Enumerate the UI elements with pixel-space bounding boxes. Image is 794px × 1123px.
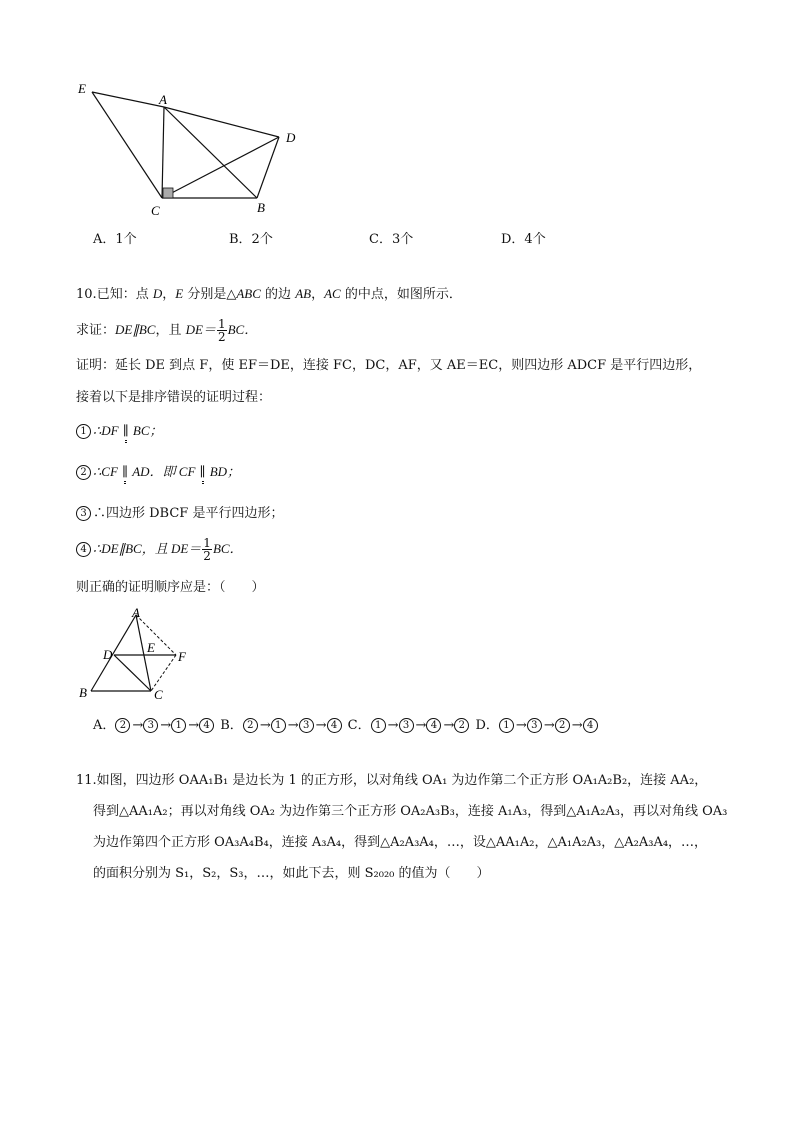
fig2-label-C: C	[154, 687, 163, 702]
q10-intro: 10.已知：点 D，E 分别是△ABC 的边 AB，AC 的中点，如图所示．	[76, 286, 462, 302]
q10-prove: 求证：DE∥BC，且 DE＝ $\frac{1}{2}$ BC．	[76, 317, 258, 344]
label-C: C	[151, 203, 160, 218]
fig2-label-A: A	[132, 605, 140, 620]
q10-option-d: D． 1 → 3 → 2 → 4	[475, 718, 599, 733]
q10-number: 10.	[76, 287, 97, 302]
q9-option-a: A．1个	[93, 232, 137, 247]
q10-step-3: 3 ∴四边形 DBCF 是平行四边形；	[76, 505, 283, 523]
fraction-half: $\frac{1}{2}$	[217, 317, 226, 344]
q9-option-d: D．4个	[501, 232, 546, 247]
figure-quadrilateral	[70, 75, 310, 220]
fig2-label-D: D	[103, 647, 113, 662]
q11-line-3: 为边作第四个正方形 OA₃A₄B₄，连接 A₃A₄，得到△A₂A₃A₄，…，设△AA₁A₂，△A₁A₂A₃，△A₂A₃A₄，…，	[93, 835, 708, 850]
q9-option-b: B．2个	[229, 232, 273, 247]
figure-triangle	[76, 605, 196, 705]
label-E: E	[78, 81, 86, 96]
fig2-label-F: F	[178, 649, 186, 664]
fig2-label-B: B	[79, 685, 87, 700]
q11-line-1: 11.如图，四边形 OAA₁B₁ 是边长为 1 的正方形，以对角线 OA₁ 为边作第二个正方形 OA₁A₂B₂，连接 AA₂，	[76, 773, 708, 788]
label-B: B	[257, 200, 265, 215]
q11-line-2: 得到△AA₁A₂；再以对角线 OA₂ 为边作第三个正方形 OA₂A₃B₃，连接 A₁A₃，得到△A₁A₂A₃，再以对角线 OA₃	[93, 804, 728, 819]
label-A: A	[159, 92, 167, 107]
q10-option-b: B． 2 → 1 → 3 → 4	[220, 718, 343, 733]
q10-step-2: 2 ∴CF ∥ AD．即 CF ∥ BD；	[76, 463, 240, 482]
q10-next-line: 接着以下是排序错误的证明过程：	[76, 390, 272, 405]
q10-options	[93, 717, 600, 735]
q10-question: 则正确的证明顺序应是：（ ）	[76, 580, 265, 595]
fig2-label-E: E	[147, 640, 155, 655]
q10-step-1: 1 ∴DF ∥ BC；	[76, 422, 163, 441]
q10-option-a: A． 2 → 3 → 1 → 4	[93, 718, 216, 733]
q9-option-c: C．3个	[369, 232, 414, 247]
q10-option-c: C． 1 → 3 → 4 → 2	[348, 718, 472, 733]
q11-line-4: 的面积分别为 S₁，S₂，S₃，…，如此下去，则 S₂₀₂₀ 的值为（ ）	[93, 866, 490, 881]
label-D: D	[286, 130, 296, 145]
q10-step-4: 4 ∴DE∥BC，且 DE＝ $\frac{1}{2}$ BC．	[76, 534, 243, 564]
q10-proof-line: 证明：延长 DE 到点 F，使 EF＝DE，连接 FC，DC，AF，又 AE＝EC，则四边形 ADCF 是平行四边形，	[76, 358, 702, 373]
